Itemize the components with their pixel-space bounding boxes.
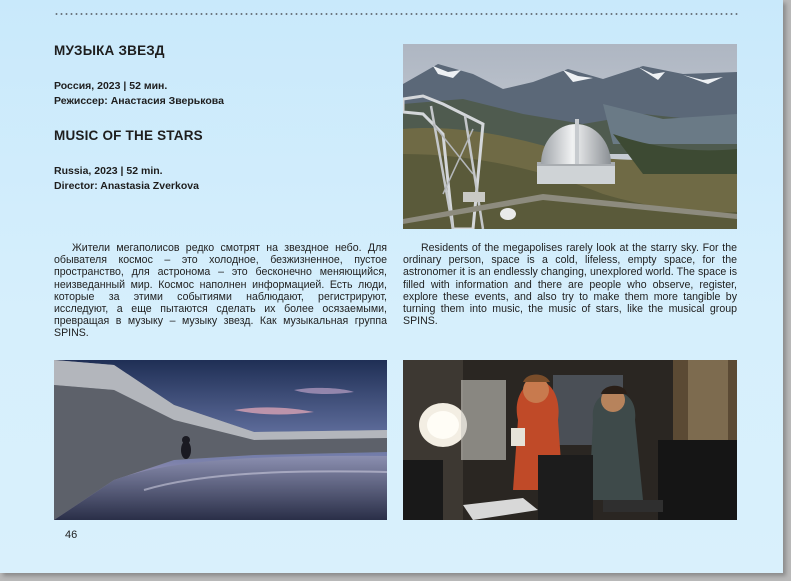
body-text-english: Residents of the megapolises rarely look at the starry sky. For the ordinary person, space is a cold, lifeless, empty space, for the astronomer it is an endlessly changing, unexplored world. The space is filled with information and there are people who observe, register, explore these events, and also try to make them more tangible by turning them into music, the music of stars, like the musical group SPINS. — [403, 242, 737, 328]
meta-russian-director: Режиссер: Анастасия Зверькова — [54, 94, 224, 107]
music-studio-photo — [403, 360, 737, 520]
title-russian: МУЗЫКА ЗВЕЗД — [54, 43, 165, 58]
body-text-russian: Жители мегаполисов редко смотрят на звездное небо. Для обывателя космос – это холодное, безжизненное, пустое пространство, для астронома – это бесконечно меняющийся, неизведанный мир. Космос наполнен информацией. Есть люди, которые за этими событиями наблюдают, регистрируют, исследуют, а еще пытаются сделать их более осязаемыми, превращая в музыку – музыку звезд. Как музыкальная группа SPINS. — [54, 242, 387, 340]
dusk-structure-photo — [54, 360, 387, 520]
observatory-photo — [403, 44, 737, 229]
dotted-divider — [54, 13, 738, 15]
page-number: 46 — [65, 529, 78, 541]
title-english: MUSIC OF THE STARS — [54, 128, 203, 143]
meta-russian-year-duration: Россия, 2023 | 52 мин. — [54, 80, 168, 92]
meta-english-director: Director: Anastasia Zverkova — [54, 179, 199, 192]
meta-english-year-duration: Russia, 2023 | 52 min. — [54, 165, 163, 177]
meta-russian — [54, 79, 224, 108]
meta-english — [54, 164, 199, 193]
